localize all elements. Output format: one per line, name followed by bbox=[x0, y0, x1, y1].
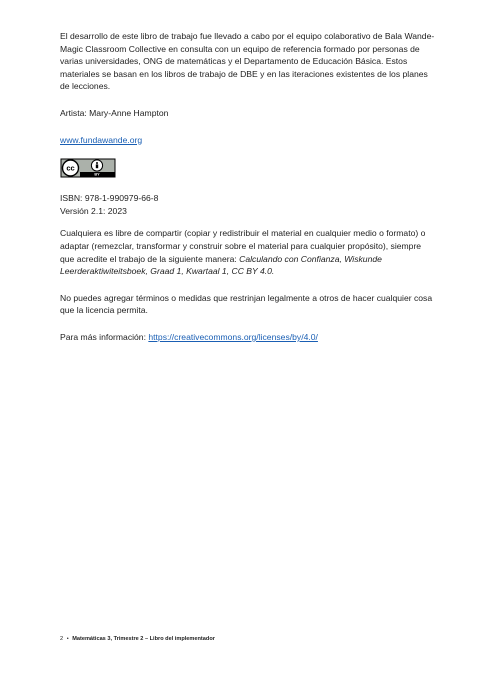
person-head bbox=[96, 162, 98, 164]
person-body bbox=[96, 165, 98, 169]
website-paragraph bbox=[60, 134, 435, 147]
footer-title: Matemáticas 3, Trimestre 2 – Libro del implementador bbox=[72, 636, 215, 642]
cc-by-badge-graphic bbox=[60, 158, 116, 178]
cc-icon-text: cc bbox=[66, 163, 75, 173]
cc-by-license-badge[interactable] bbox=[60, 158, 116, 178]
share-paragraph bbox=[60, 227, 435, 277]
intro-paragraph: El desarrollo de este libro de trabajo fue llevado a cabo por el equipo colaborativo de Bala Wande-Magic Classroom Collective en consulta con un equipo de referencia formado por personas de varias universidades, ONG de matemáticas y el Departamento de Educación Básica. Estos materiales se basan en los libros de trabajo de DBE y en las iteraciones existentes de los planes de lecciones. bbox=[60, 31, 435, 92]
page-number: 2 bbox=[60, 636, 64, 642]
page-footer bbox=[60, 635, 215, 643]
page-content bbox=[60, 30, 435, 344]
website-link[interactable]: www.fundawande.org bbox=[60, 134, 143, 145]
license-url-link[interactable]: https://creativecommons.org/licenses/by/4.0/ bbox=[148, 331, 318, 342]
more-info-label: Para más información: bbox=[60, 331, 149, 342]
terms-paragraph: No puedes agregar términos o medidas que restrinjan legalmente a otros de hacer cualquier cosa que la licencia permita. bbox=[60, 292, 433, 316]
share-text: Cualquiera es libre de compartir (copiar y redistribuir el material en cualquier medio o formato) o adaptar (remezclar, transformar y construir sobre el material para cualquier propósito), siempre que acredite el trabajo de la siguiente manera: bbox=[60, 228, 426, 264]
artist-credit: Artista: Mary-Anne Hampton bbox=[60, 107, 169, 118]
share-citation: Calculando con Confianza, Wiskunde Leerderaktiwiteitsboek, Graad 1, Kwartaal 1, CC BY 4.0. bbox=[60, 253, 382, 277]
footer-bullet: • bbox=[66, 636, 69, 642]
isbn: ISBN: 978-1-990979-66-8 bbox=[60, 193, 159, 204]
by-label: BY bbox=[94, 172, 100, 177]
version: Versión 2.1: 2023 bbox=[60, 205, 127, 216]
more-info-paragraph bbox=[60, 331, 435, 344]
